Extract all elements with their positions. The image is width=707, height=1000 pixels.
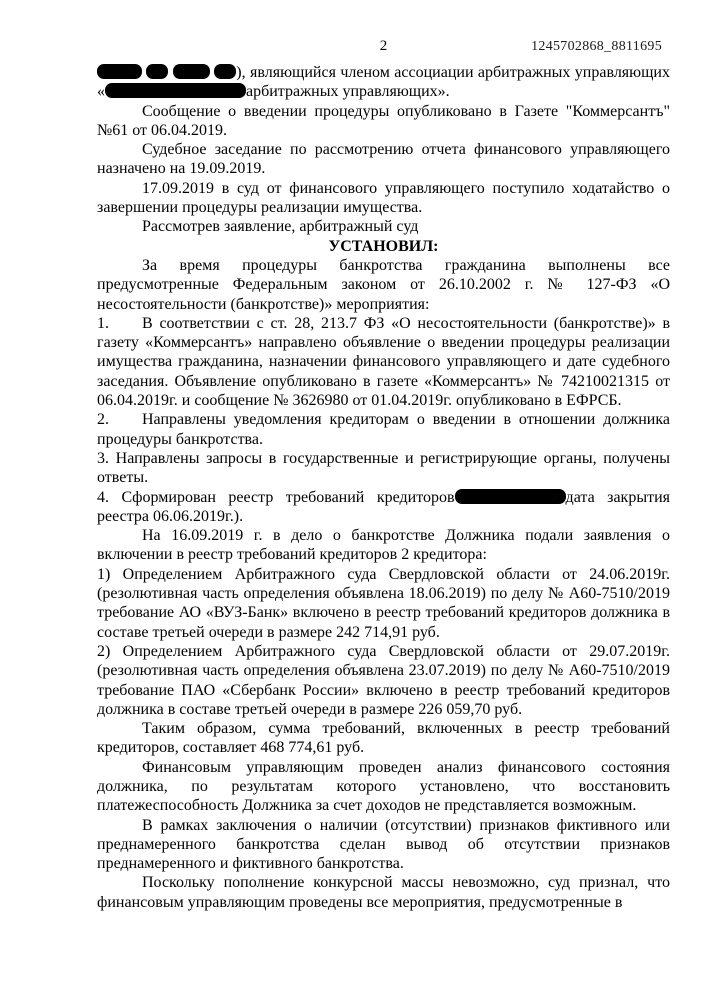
paragraph-publication-notice: Сообщение о введении процедуры опубликовано в Газете "Коммерсантъ" №61 от 06.04.2019. xyxy=(97,102,670,139)
paragraph-total-claims: Таким образом, сумма требований, включенных в реестр требований кредиторов, составляет 468 774,61 руб. xyxy=(97,720,670,757)
page-number: 2 xyxy=(379,38,388,54)
redaction-bar xyxy=(97,64,142,79)
list-item-text: дата закрытия реестра 06.06.2019г.). xyxy=(97,488,670,525)
list-item-4 xyxy=(97,488,670,527)
paragraph-conclusion: Поскольку пополнение конкурсной массы невозможно, суд признал, что финансовым управляющим проведены все мероприятия, предусмотренные в xyxy=(97,874,670,911)
paragraph-fictitious-bankruptcy: В рамках заключения о наличии (отсутствии) признаков фиктивного или преднамеренного банкротства сделан вывод об отсутствии признаков преднамеренного и фиктивного банкротства. xyxy=(97,816,670,873)
redaction-bar xyxy=(173,64,210,79)
paragraph-court-session: Судебное заседание по рассмотрению отчета финансового управляющего назначено на 19.09.2019. xyxy=(97,141,670,178)
list-item-number: 1. xyxy=(97,314,109,332)
list-item-number: 2. xyxy=(97,411,109,429)
redaction-bar xyxy=(214,64,236,79)
redaction-bar xyxy=(146,64,168,79)
list-item-text: 4. Сформирован реестр требований кредиторов xyxy=(97,488,455,506)
document-id: 1245702868_8811695 xyxy=(531,39,662,54)
paragraph-text: арбитражных управляющих». xyxy=(246,83,450,101)
paragraph-motion-received: 17.09.2019 в суд от финансового управляющего поступило ходатайство о завершении процедуры реализации имущества. xyxy=(97,179,670,217)
heading-ustanovil: УСТАНОВИЛ: xyxy=(328,237,439,255)
list-item-text: Направлены уведомления кредиторам о введении в отношении должника процедуры банкротства. xyxy=(97,411,670,448)
paragraph-having-considered: Рассмотрев заявление, арбитражный суд xyxy=(142,218,419,236)
redaction-bar xyxy=(105,83,246,98)
paragraph-creditor-claims: На 16.09.2019 г. в дело о банкротстве Должника подали заявления о включении в реестр требований кредиторов 2 кредитора: xyxy=(97,527,670,564)
sub-item-1-vuz-bank: 1) Определением Арбитражного суда Свердловской области от 24.06.2019г. (резолютивная часть определения объявлена 18.06.2019) по делу № А60-7510/2019 требование АО «ВУЗ-Банк» включено в реестр требований кредиторов должника в составе третьей очереди в размере 242 714,91 руб. xyxy=(97,565,670,641)
sub-item-2-sberbank: 2) Определением Арбитражного суда Свердловской области от 29.07.2019г. (резолютивная часть определения объявлена 23.07.2019) по делу № А60-7510/2019 требование ПАО «Сбербанк России» включено в реестр требований кредиторов должника в составе третьей очереди в размере 226 059,70 руб. xyxy=(97,642,670,718)
list-item-1 xyxy=(97,314,670,410)
document-body xyxy=(97,63,670,912)
paragraph-procedures-completed: За время процедуры банкротства гражданина выполнены все предусмотренные Федеральным законом от 26.10.2002 г. № 127-ФЗ «О несостоятельности (банкротстве)» мероприятия: xyxy=(97,256,670,313)
paragraph-financial-analysis: Финансовым управляющим проведен анализ финансового состояния должника, по результатам которого установлено, что восстановить платежеспособность Должника за счет доходов не представляется возможным. xyxy=(97,758,670,815)
list-item-text: В соответствии с ст. 28, 213.7 ФЗ «О несостоятельности (банкротстве)» в газету «Коммерсантъ» направлено объявление о введении процедуры реализации имущества гражданина, назначении финансового управляющего и дате судебного заседания. Объявление опубликовано в газете «Коммерсантъ» № 74210021315 от 06.04.2019г. и сообщение № 3626980 от 01.04.2019г. опубликовано в ЕФРСБ. xyxy=(97,314,670,410)
list-item-2 xyxy=(97,410,670,449)
paragraph-arbitration-manager xyxy=(97,63,670,102)
page-header xyxy=(97,38,670,58)
list-item-3: 3. Направлены запросы в государственные и регистрирующие органы, получены ответы. xyxy=(97,449,670,487)
redaction-bar xyxy=(455,489,566,504)
paragraph-text: ), являющийся членом ассоциации арбитражных управляющих « xyxy=(97,64,670,101)
